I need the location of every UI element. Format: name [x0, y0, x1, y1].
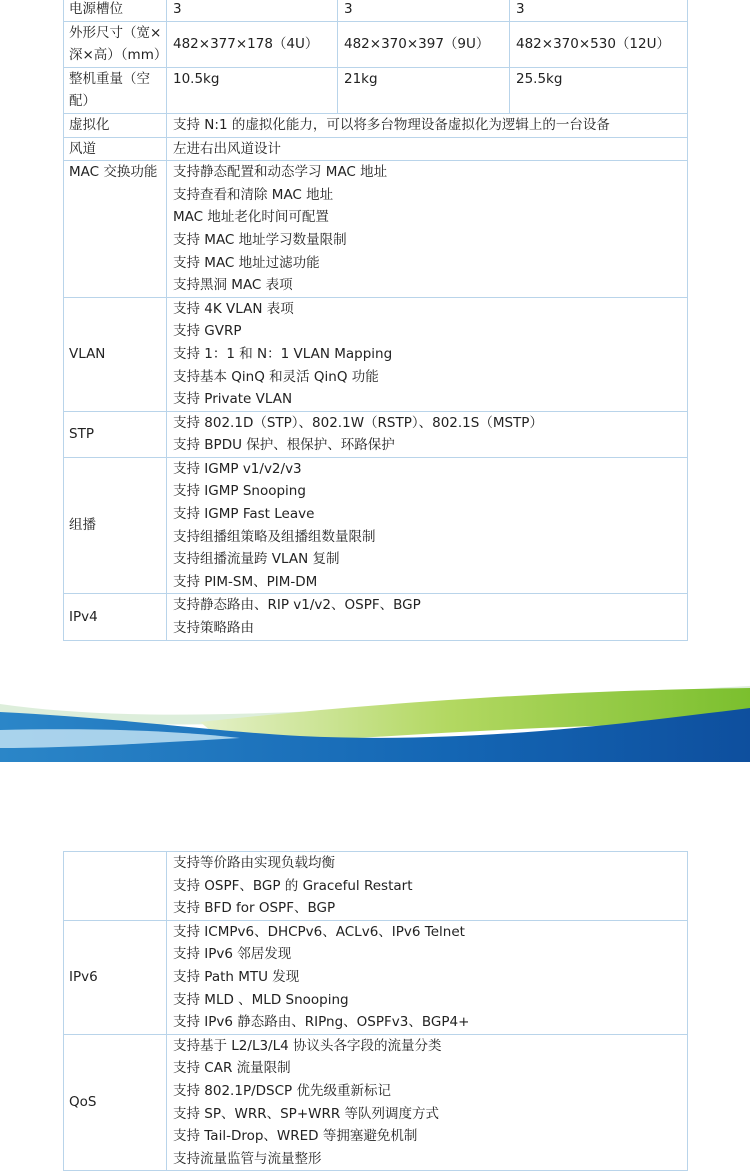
row-value: 3: [167, 0, 338, 21]
table-row: [64, 920, 688, 1034]
row-value: 3: [510, 0, 688, 21]
row-value: 支持等价路由实现负载均衡 支持 OSPF、BGP 的 Graceful Restart 支持 BFD for OSPF、BGP: [167, 852, 688, 921]
decorative-wave-banner: [0, 672, 750, 762]
row-value: 3: [338, 0, 510, 21]
row-value: 482×370×530（12U）: [510, 21, 688, 67]
row-value: 支持静态配置和动态学习 MAC 地址 支持查看和清除 MAC 地址 MAC 地址老化时间可配置 支持 MAC 地址学习数量限制 支持 MAC 地址过滤功能 支持黑洞 MAC 表项: [167, 161, 688, 298]
row-value: 支持 N:1 的虚拟化能力，可以将多台物理设备虚拟化为逻辑上的一台设备: [167, 113, 688, 137]
row-key: [64, 852, 167, 921]
row-value: 10.5kg: [167, 67, 338, 113]
row-key: IPv4: [64, 594, 167, 640]
table-row: [64, 411, 688, 457]
table-row: [64, 67, 688, 113]
row-key: STP: [64, 411, 167, 457]
table-row: [64, 457, 688, 594]
row-value: 支持静态路由、RIP v1/v2、OSPF、BGP 支持策略路由: [167, 594, 688, 640]
table-row: [64, 113, 688, 137]
row-value: 左进右出风道设计: [167, 137, 688, 161]
table-row: [64, 852, 688, 921]
row-value: 支持 4K VLAN 表项 支持 GVRP 支持 1：1 和 N：1 VLAN Mapping 支持基本 QinQ 和灵活 QinQ 功能 支持 Private VLAN: [167, 297, 688, 411]
row-key: 电源槽位: [64, 0, 167, 21]
row-value: 482×377×178（4U）: [167, 21, 338, 67]
spec-table-top: [63, 0, 688, 641]
row-value: 482×370×397（9U）: [338, 21, 510, 67]
row-key: 整机重量（空 配）: [64, 67, 167, 113]
spec-table-bottom: [63, 851, 688, 1171]
table-row: [64, 594, 688, 640]
row-value: 支持基于 L2/L3/L4 协议头各字段的流量分类 支持 CAR 流量限制 支持 802.1P/DSCP 优先级重新标记 支持 SP、WRR、SP+WRR 等队列调度方式 支持 Tail-Drop、WRED 等拥塞避免机制 支持流量监管与流量整形: [167, 1034, 688, 1171]
table-row: [64, 161, 688, 298]
row-key: MAC 交换功能: [64, 161, 167, 298]
table-row: [64, 0, 688, 21]
row-key: 虚拟化: [64, 113, 167, 137]
row-key: 风道: [64, 137, 167, 161]
table-row: [64, 21, 688, 67]
row-key: 外形尺寸（宽× 深×高）（mm）: [64, 21, 167, 67]
row-key: QoS: [64, 1034, 167, 1171]
row-value: 支持 IGMP v1/v2/v3 支持 IGMP Snooping 支持 IGMP Fast Leave 支持组播组策略及组播组数量限制 支持组播流量跨 VLAN 复制 支持 PIM-SM、PIM-DM: [167, 457, 688, 594]
row-key: 组播: [64, 457, 167, 594]
row-key: VLAN: [64, 297, 167, 411]
table-row: [64, 137, 688, 161]
row-value: 21kg: [338, 67, 510, 113]
table-row: [64, 297, 688, 411]
table-row: [64, 1034, 688, 1171]
row-value: 支持 ICMPv6、DHCPv6、ACLv6、IPv6 Telnet 支持 IPv6 邻居发现 支持 Path MTU 发现 支持 MLD 、MLD Snooping 支持 IPv6 静态路由、RIPng、OSPFv3、BGP4+: [167, 920, 688, 1034]
row-value: 支持 802.1D（STP）、802.1W（RSTP）、802.1S（MSTP） 支持 BPDU 保护、根保护、环路保护: [167, 411, 688, 457]
row-value: 25.5kg: [510, 67, 688, 113]
row-key: IPv6: [64, 920, 167, 1034]
